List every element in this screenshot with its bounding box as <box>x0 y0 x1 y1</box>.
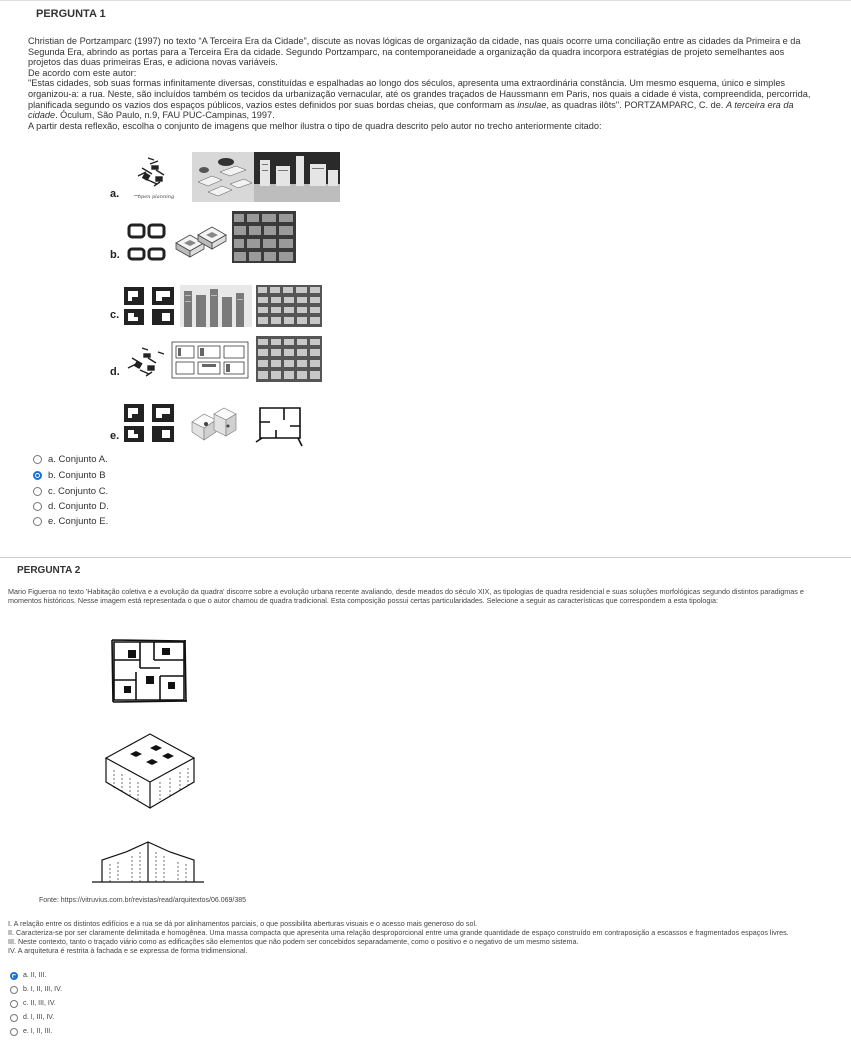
image-source: Fonte: https://vitruvius.com.br/revistas/read/arquitextos/06.069/385 <box>39 897 246 904</box>
aerial-photo <box>192 152 254 202</box>
block-plan-drawing <box>122 285 178 327</box>
traditional-block-3d <box>100 730 200 812</box>
answer-option-b[interactable] <box>10 984 62 995</box>
quote-italic: A terceira era da cidade <box>28 99 794 121</box>
perimeter-block-plan <box>126 221 170 263</box>
answer-label: d. I, III, IV. <box>23 1014 55 1021</box>
question-1-prompt: A partir desta reflexão, escolha o conjunto de imagens que melhor ilustra o tipo de quadra descrito pelo autor no trecho anteriormente citado: <box>28 120 602 131</box>
radio-button-selected[interactable] <box>33 471 42 480</box>
question-2-title: PERGUNTA 2 <box>17 565 81 576</box>
dense-city-aerial-photo <box>256 285 322 327</box>
answer-option-d[interactable] <box>33 499 109 513</box>
question-1-paragraph: Christian de Portzamparc (1997) no texto “A Terceira Era da Cidade”, discute as novas lógicas de organização da cidade, nas quais ocorre uma conciliação entre as cidades da Primeira e da Segunda Era, abrindo as portas para a Terceira Era da cidade. Segundo Portzamparc, na contemporaneidade a organização da quadra incorpora estratégias de projeto semelhantes aos projetos das duas primeiras Eras, e adiciona novas variáveis. <box>28 36 801 68</box>
radio-button[interactable] <box>10 986 18 994</box>
city-aerial-photo <box>232 211 296 263</box>
modernist-towers-photo <box>180 285 252 327</box>
answer-option-e[interactable] <box>33 514 108 528</box>
radio-button[interactable] <box>33 502 42 511</box>
question-2-statements <box>8 919 828 955</box>
question-2-intro: Mario Figueroa no texto 'Habitação coletiva e a evolução da quadra' discorre sobre a evolução urbana recente avaliando, desde meados do século XIX, as tipologias de quadra residencial e suas soluções morfológicas segundo distintos paradigmas e momentos históricos. Nesse imagem está representada o que o autor chamou de quadra tradicional. Esta composição possui certas particularidades. Selecione a seguir as características que correspondem a esta tipologia: <box>8 587 804 605</box>
question-1-paragraph: De acordo com este autor: <box>28 67 137 78</box>
answer-label: c. II, III, IV. <box>23 1000 56 1007</box>
isometric-volumes-drawing <box>184 402 248 444</box>
urban-plan-drawing <box>166 336 252 382</box>
radio-button[interactable] <box>10 1000 18 1008</box>
image-set-letter: b. <box>110 249 120 261</box>
answer-label: c. Conjunto C. <box>48 485 109 497</box>
quote-text: , as quadras ilôts". PORTZAMPARC, C. de. <box>546 99 726 110</box>
question-2-answers <box>0 970 300 1042</box>
answer-option-d[interactable] <box>10 1012 54 1023</box>
traditional-block-section <box>92 838 204 884</box>
towers-photo <box>254 152 340 202</box>
statement-item: IV. A arquitetura é restrita à fachada e se expressa de forma tridimensional. <box>8 946 248 955</box>
question-1-quote <box>28 78 818 120</box>
radio-button[interactable] <box>33 517 42 526</box>
open-planning-sketch-2 <box>122 344 172 384</box>
answer-option-c[interactable] <box>33 484 108 498</box>
perimeter-block-3d <box>172 221 230 263</box>
radio-button-selected[interactable] <box>10 972 18 980</box>
question-2-statement <box>8 587 828 605</box>
radio-button[interactable] <box>10 1014 18 1022</box>
answer-label: b. Conjunto B <box>48 469 106 481</box>
answer-label: e. I, II, III. <box>23 1028 53 1035</box>
answer-label: a. II, III. <box>23 972 47 979</box>
quote-text: "Estas cidades, sob suas formas infinitamente diversas, constituídas e espalhadas ao longo dos séculos, apresenta uma extraordinária constância. Um mesmo esquema, único e simples organizou-a: a rua. Neste, são incluídos também os tecidos da urbanização vernacular, até os grandes traçados de Haussmann em Paris, nos quais a cidade é vista, compreendida, percorrida, planificada segundo os vazios dos espaços públicos, vazios estes definidos por suas bordas cheias, que conformam as <box>28 78 811 110</box>
image-set-letter: e. <box>110 430 120 442</box>
radio-button[interactable] <box>10 1028 18 1036</box>
sketch-caption: open planning <box>138 194 175 200</box>
question-1-title: PERGUNTA 1 <box>36 8 106 20</box>
quote-italic: insulae <box>517 99 547 110</box>
answer-option-e[interactable] <box>10 1026 52 1037</box>
image-set-letter: d. <box>110 366 120 378</box>
question-1-header <box>0 0 851 29</box>
open-planning-sketch <box>126 152 188 202</box>
radio-button[interactable] <box>33 455 42 464</box>
radio-button[interactable] <box>33 487 42 496</box>
statement-item: III. Neste contexto, tanto o traçado viário como as edificações são elementos que não podem ser concebidos separadamente, como o positivo e o negativo de um mesmo sistema. <box>8 937 579 946</box>
answer-label: d. Conjunto D. <box>48 500 109 512</box>
traditional-block-plan <box>110 636 190 706</box>
statement-item: II. Caracteriza-se por ser claramente delimitada e homogênea. Uma massa compacta que apresenta uma relação desproporcional entre uma grande quantidade de espaço construído em contraposição a escassos e fragmentados espaços livres. <box>8 928 789 937</box>
answer-label: e. Conjunto E. <box>48 515 109 527</box>
answer-option-a[interactable] <box>10 970 46 981</box>
block-plan-drawing-2 <box>122 402 178 444</box>
question-1-statement <box>28 36 818 131</box>
answer-label: a. Conjunto A. <box>48 453 108 465</box>
answer-option-a[interactable] <box>33 452 108 466</box>
question-2-header <box>0 557 851 580</box>
dense-city-aerial-photo-2 <box>256 336 322 382</box>
image-set-letter: a. <box>110 188 120 200</box>
answer-label: b. I, II, III, IV. <box>23 986 63 993</box>
statement-item: I. A relação entre os distintos edifícios e a rua se dá por alinhamentos parciais, o que possibilita aberturas visuais e o acesso mais generoso do sol. <box>8 919 478 928</box>
image-set-letter: c. <box>110 309 120 321</box>
answer-option-c[interactable] <box>10 998 56 1009</box>
quote-text: . Óculum, São Paulo, n.9, FAU PUC-Campinas, 1997. <box>55 110 275 121</box>
answer-option-b[interactable] <box>33 468 106 482</box>
block-line-drawing <box>254 402 310 448</box>
